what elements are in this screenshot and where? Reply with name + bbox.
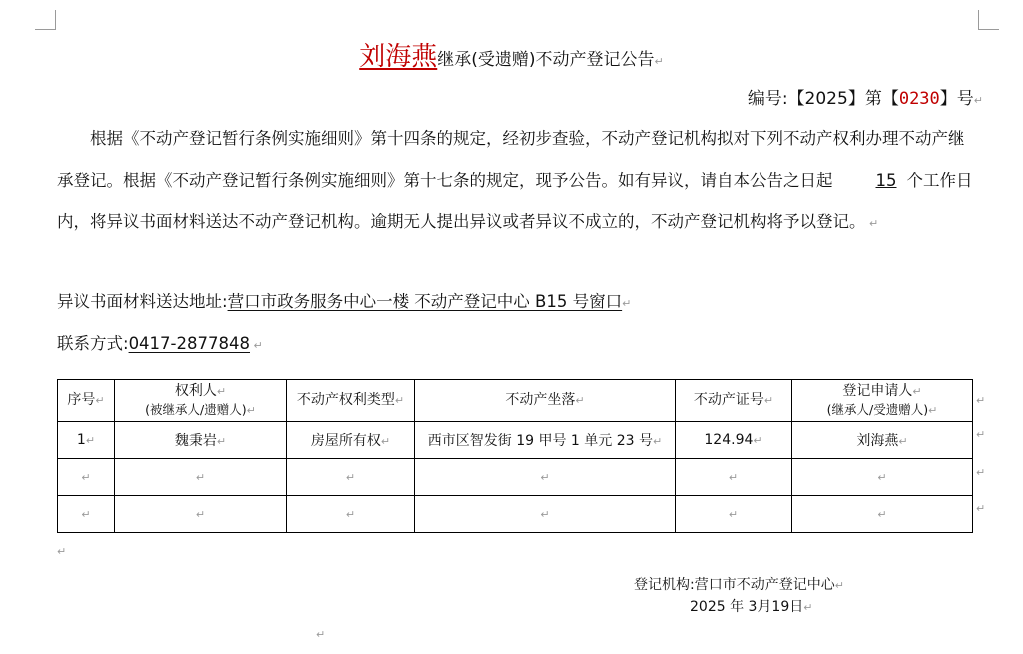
table-row-empty: ↵ ↵ ↵ ↵ ↵ ↵ [58, 496, 973, 533]
cell-right-type: 房屋所有权↵ [287, 422, 415, 459]
header-applicant: 登记申请人↵ (继承人/受遗赠人)↵ [792, 380, 973, 422]
paragraph-mark-icon: ↵ [973, 94, 983, 107]
contact-label: 联系方式: [57, 334, 129, 353]
body-paragraph [57, 118, 979, 245]
crop-mark-top-right [978, 10, 999, 30]
header-seq: 序号↵ [58, 380, 115, 422]
body-text-part1: 根据《不动产登记暂行条例实施细则》第十四条的规定，经初步查验，不动产登记机构拟对下列不动产权利办理不动产继承登记。根据《不动产登记暂行条例实施细则》第十七条的规定，现予公告。如有异议，请自本公告之日起 [57, 129, 965, 190]
address-value: 营口市政务服务中心一楼 不动产登记中心 B15 号窗口 [227, 292, 623, 311]
row-end-mark-icon: ↵ [976, 502, 986, 515]
cell-applicant: 刘海燕↵ [792, 422, 973, 459]
paragraph-mark-icon: ↵ [865, 217, 879, 230]
header-holder: 权利人↵ (被继承人/遗赠人)↵ [115, 380, 287, 422]
objection-address [57, 288, 631, 312]
row-end-mark-icon: ↵ [976, 428, 986, 441]
doc-number-value: 0230 [898, 89, 940, 109]
paragraph-mark-icon: ↵ [316, 628, 326, 641]
contact-info [57, 330, 263, 354]
cell-seq: 1↵ [58, 422, 115, 459]
cell-cert-no: 124.94↵ [676, 422, 792, 459]
row-end-mark-icon: ↵ [976, 466, 986, 479]
doc-number-prefix: 编号:【2025】第【 [747, 89, 899, 109]
paragraph-mark-icon: ↵ [250, 339, 263, 352]
paragraph-mark-icon: ↵ [57, 545, 67, 558]
doc-number-suffix: 】号 [939, 89, 974, 109]
cell-location: 西市区智发街 19 甲号 1 单元 23 号↵ [415, 422, 676, 459]
registration-org: 登记机构:营口市不动产登记中心↵ [634, 577, 844, 593]
announcement-body [57, 118, 979, 245]
document-number [748, 84, 983, 109]
paragraph-mark-icon: ↵ [654, 55, 664, 68]
property-table [57, 379, 973, 533]
header-right-type: 不动产权利类型↵ [287, 380, 415, 422]
row-end-mark-icon: ↵ [976, 394, 986, 407]
announcement-date: 2025 年 3月19日↵ [690, 599, 813, 615]
title-text: 继承(受遗赠)不动产登记公告 [437, 50, 655, 70]
table-row [58, 422, 973, 459]
header-location: 不动产坐落↵ [415, 380, 676, 422]
header-cert-no: 不动产证号↵ [676, 380, 792, 422]
working-days-value: 15 [875, 170, 897, 190]
applicant-name: 刘海燕 [359, 42, 438, 72]
contact-value: 0417-2877848 [128, 334, 250, 353]
page-title [0, 36, 1023, 73]
table-row-empty: ↵ ↵ ↵ ↵ ↵ ↵ [58, 459, 973, 496]
cell-holder: 魏秉岩↵ [115, 422, 287, 459]
paragraph-mark-icon: ↵ [803, 601, 813, 614]
address-label: 异议书面材料送达地址: [57, 292, 228, 311]
body-text-part2: 个工作日内，将异议书面材料送达不动产登记机构。逾期无人提出异议或者异议不成立的，不动产登记机构将予以登记。 [57, 170, 973, 231]
paragraph-mark-icon: ↵ [622, 297, 632, 310]
paragraph-mark-icon: ↵ [834, 579, 844, 592]
crop-mark-top-left [35, 10, 56, 30]
table-header-row [58, 380, 973, 422]
